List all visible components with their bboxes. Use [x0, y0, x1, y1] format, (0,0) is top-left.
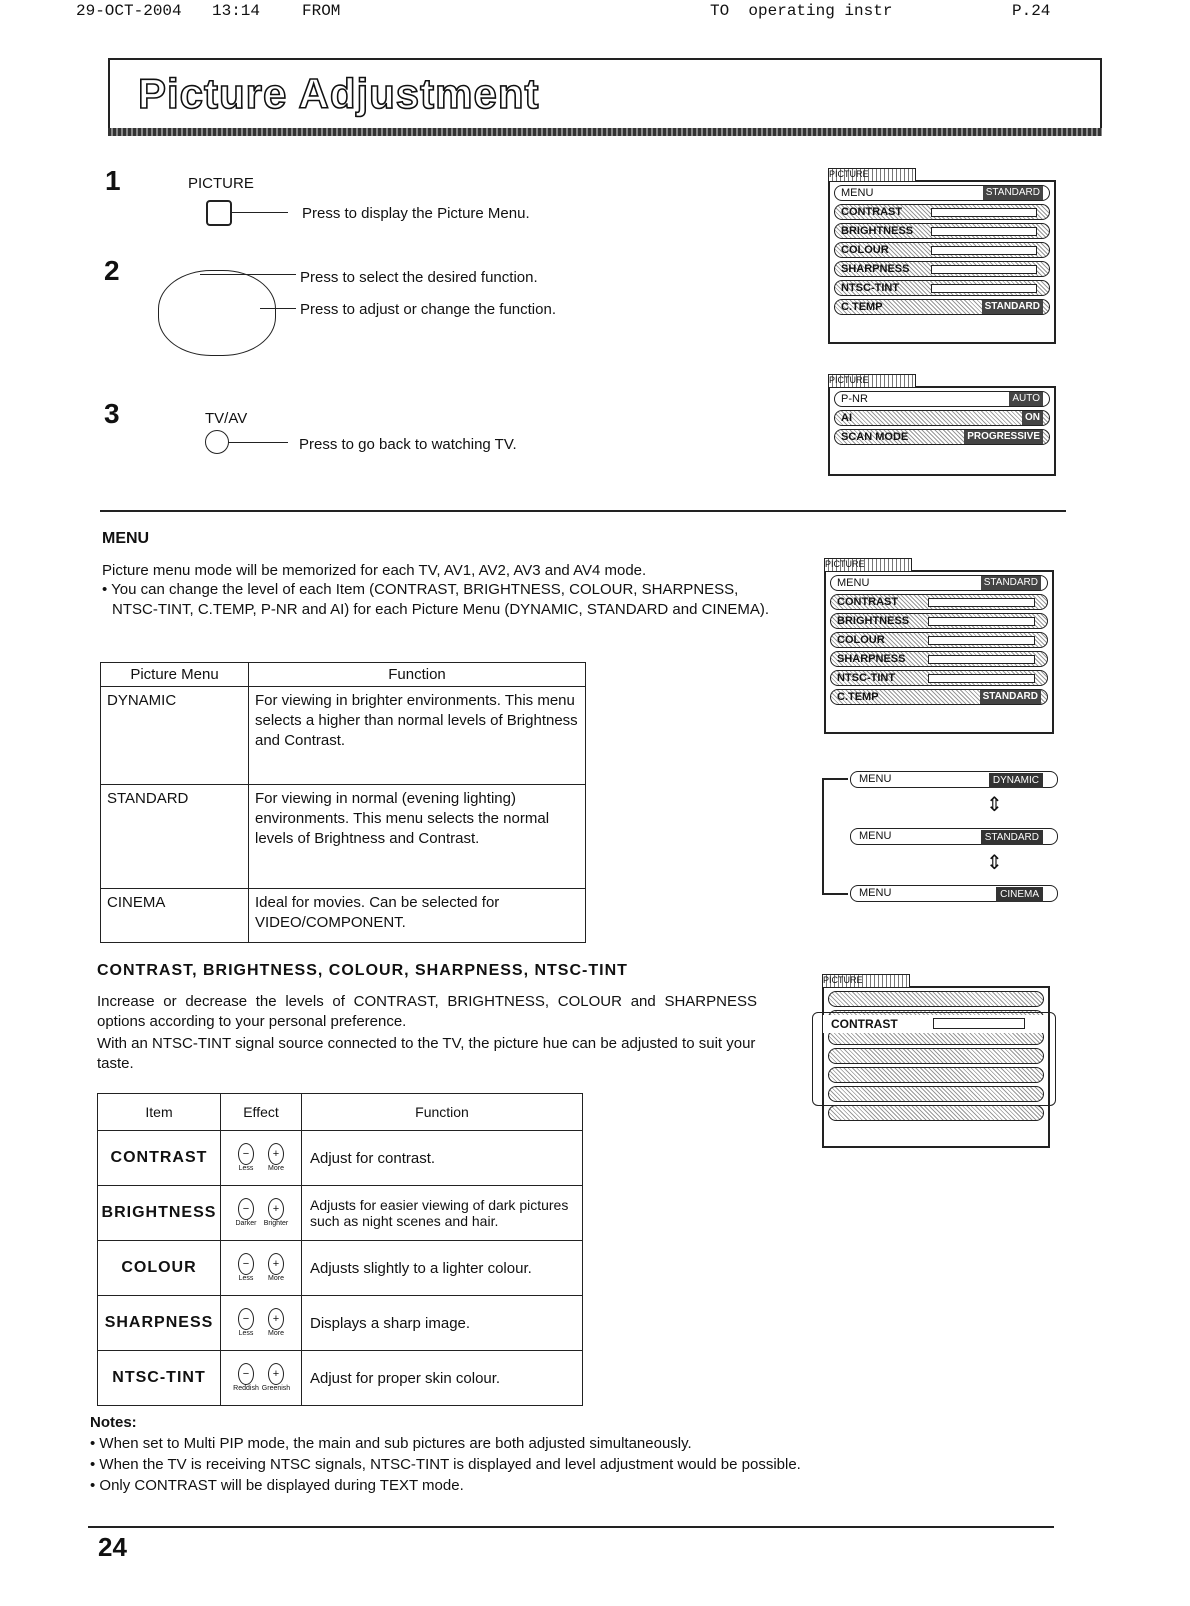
step-2-text-adjust: Press to adjust or change the function. — [300, 301, 556, 318]
table-row: CINEMA Ideal for movies. Can be selected for VIDEO/COMPONENT. — [101, 889, 586, 943]
osd-row: SCAN MODE PROGRESSIVE — [834, 429, 1050, 445]
notes-heading: Notes: — [90, 1414, 137, 1431]
osd-header: PICTURE — [822, 974, 910, 988]
table-row: DYNAMIC For viewing in brighter environments. This menu selects a higher than normal levels of Brightness and Contrast. — [101, 687, 586, 785]
adjust-paragraph-2: With an NTSC-TINT signal source connected to the TV, the picture hue can be adjusted to suit your taste. — [97, 1035, 756, 1072]
plus-button-icon: + More — [261, 1308, 291, 1337]
adjust-paragraph-1: Increase or decrease the levels of CONTRAST, BRIGHTNESS, COLOUR and SHARPNESS options according to your personal preference. — [97, 993, 757, 1030]
notes — [90, 1412, 801, 1496]
footer-divider — [88, 1526, 1054, 1528]
step-3-text: Press to go back to watching TV. — [299, 436, 517, 453]
minus-button-icon: − Darker — [231, 1198, 261, 1227]
page-title: Picture Adjustment — [138, 70, 540, 117]
table-row: NTSC-TINT − Reddish + Greenish Adjust for proper skin colour. — [98, 1351, 583, 1406]
leader-line — [228, 442, 288, 443]
osd-row: CONTRAST — [830, 594, 1048, 610]
table-row: COLOUR − Less + More Adjusts slightly to a lighter colour. — [98, 1241, 583, 1296]
leader-line — [232, 212, 288, 213]
osd-row: C.TEMP STANDARD — [834, 299, 1050, 315]
step-3-number: 3 — [104, 398, 120, 429]
plus-button-icon: + More — [261, 1143, 291, 1172]
title-underline — [108, 128, 1102, 136]
picture-button-label: PICTURE — [188, 175, 254, 192]
osd-selected-row: CONTRAST — [823, 1015, 1045, 1033]
menu-heading: MENU — [102, 530, 150, 547]
leader-line — [260, 308, 296, 309]
cycle-line — [822, 778, 824, 894]
menu-cinema-bar: MENU CINEMA — [850, 885, 1058, 902]
osd-row: COLOUR — [830, 632, 1048, 648]
menu-dynamic-bar: MENU DYNAMIC — [850, 771, 1058, 788]
fax-page: P.24 — [1012, 2, 1051, 20]
fax-date: 29-OCT-2004 — [76, 2, 182, 20]
osd-row: SHARPNESS — [830, 651, 1048, 667]
osd-row: P-NR AUTO — [834, 391, 1050, 407]
table-row: BRIGHTNESS − Darker + Brighter Adjusts for easier viewing of dark pictures such as night scenes and hair. — [98, 1186, 583, 1241]
osd-row: CONTRAST — [834, 204, 1050, 220]
effect-buttons — [221, 1296, 302, 1351]
osd-row: MENU STANDARD — [834, 185, 1050, 201]
osd-picture-menu-3 — [824, 559, 1054, 734]
section-divider — [100, 510, 1066, 512]
table-row: CONTRAST − Less + More Adjust for contrast. — [98, 1131, 583, 1186]
picture-menu-table: Picture Menu Function DYNAMIC For viewing in brighter environments. This menu selects a higher than normal levels of Brightness and Contrast. STANDARD For viewing in normal (evening lighting) environments. This menu selects the normal levels of Brightness and Contrast. CINEMA Ideal for movies. Can be selected for VIDEO/COMPONENT. — [100, 662, 586, 943]
osd-selected-frame — [812, 1012, 1056, 1106]
step-2-text-select: Press to select the desired function. — [300, 269, 538, 286]
menu-text: Picture menu mode will be memorized for each TV, AV1, AV2, AV3 and AV4 mode. — [102, 562, 647, 579]
step-1-text: Press to display the Picture Menu. — [302, 205, 530, 222]
fax-time: 13:14 — [212, 2, 261, 20]
table-row: STANDARD For viewing in normal (evening lighting) environments. This menu selects the normal levels of Brightness and Contrast. — [101, 785, 586, 889]
osd-row — [828, 991, 1044, 1007]
page-number: 24 — [98, 1532, 127, 1562]
note-item: • When the TV is receiving NTSC signals, NTSC-TINT is displayed and level adjustment would be possible. — [90, 1456, 801, 1473]
step-1-number: 1 — [105, 165, 121, 196]
minus-button-icon: − Less — [231, 1143, 261, 1172]
plus-button-icon: + Greenish — [261, 1363, 291, 1392]
effect-buttons — [221, 1351, 302, 1406]
note-item: • Only CONTRAST will be displayed during TEXT mode. — [90, 1477, 464, 1494]
note-item: • When set to Multi PIP mode, the main and sub pictures are both adjusted simultaneously. — [90, 1435, 692, 1452]
minus-button-icon: − Less — [231, 1253, 261, 1282]
minus-button-icon: − Less — [231, 1308, 261, 1337]
up-down-arrow-icon: ⇕ — [986, 852, 1003, 874]
osd-row: NTSC-TINT — [834, 280, 1050, 296]
plus-button-icon: + More — [261, 1253, 291, 1282]
osd-row: BRIGHTNESS — [834, 223, 1050, 239]
direction-pad-icon — [158, 270, 276, 356]
cycle-line — [822, 893, 848, 895]
fax-from: FROM — [302, 2, 341, 20]
osd-picture-menu-1 — [828, 169, 1056, 344]
title-box — [108, 58, 1102, 132]
osd-row: C.TEMP STANDARD — [830, 689, 1048, 705]
osd-header: PICTURE — [828, 168, 916, 182]
fax-to: TO operating instr — [710, 2, 893, 20]
adjust-heading: CONTRAST, BRIGHTNESS, COLOUR, SHARPNESS, NTSC-TINT — [97, 962, 628, 979]
tvav-button-label: TV/AV — [205, 410, 248, 427]
osd-header: PICTURE — [824, 558, 912, 572]
effect-buttons — [221, 1241, 302, 1296]
osd-row — [828, 1105, 1044, 1121]
osd-row: SHARPNESS — [834, 261, 1050, 277]
menu-bullet: • You can change the level of each Item (CONTRAST, BRIGHTNESS, COLOUR, SHARPNESS, NTSC-TINT, C.TEMP, P-NR and AI) for each Picture Menu (DYNAMIC, STANDARD and CINEMA). — [102, 581, 770, 618]
osd-picture-menu-2 — [828, 375, 1056, 476]
leader-line — [200, 274, 296, 275]
osd-row: AI ON — [834, 410, 1050, 426]
osd-row: MENU STANDARD — [830, 575, 1048, 591]
minus-button-icon: − Reddish — [231, 1363, 261, 1392]
step-2-number: 2 — [104, 255, 120, 286]
osd-header: PICTURE — [828, 374, 916, 388]
tvav-button-icon — [205, 430, 229, 454]
picture-button-icon — [206, 200, 232, 226]
level-bar — [933, 1018, 1025, 1029]
up-down-arrow-icon: ⇕ — [986, 794, 1003, 816]
osd-row: COLOUR — [834, 242, 1050, 258]
plus-button-icon: + Brighter — [261, 1198, 291, 1227]
cycle-arrow — [822, 778, 848, 780]
effect-buttons — [221, 1131, 302, 1186]
effect-buttons — [221, 1186, 302, 1241]
adjust-items-table: Item Effect Function CONTRAST − Less + More Adjust for contrast. BRIGHTNESS − Darker + Brighter Adjusts for easier viewing of dark pictures such as night scenes and hair. COLOUR − Less + More Adjusts slightly to a lighter colour. SHARPNESS − Less + More Displays a sharp image. NTSC-TINT − Reddish + Greenish Adjust for proper skin colour. — [97, 1093, 583, 1406]
osd-row: BRIGHTNESS — [830, 613, 1048, 629]
menu-standard-bar: MENU STANDARD — [850, 828, 1058, 845]
osd-row: NTSC-TINT — [830, 670, 1048, 686]
table-row: SHARPNESS − Less + More Displays a sharp image. — [98, 1296, 583, 1351]
